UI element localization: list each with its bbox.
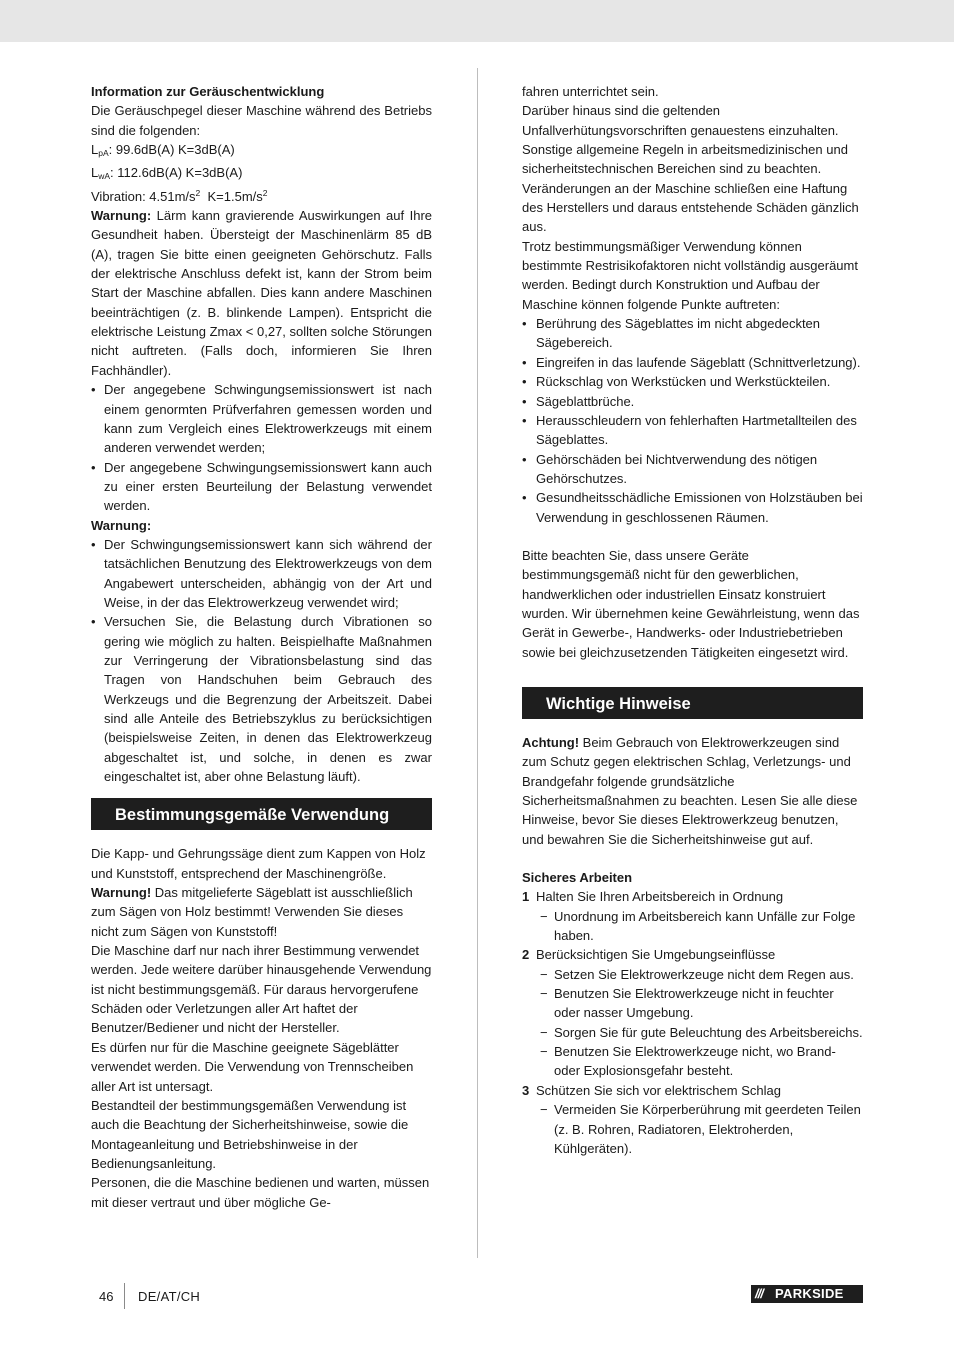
noise-intro: Die Geräuschpegel dieser Maschine während des Betriebs sind die folgenden: bbox=[91, 103, 432, 138]
safe-working-title: Sicheres Arbeiten bbox=[522, 870, 633, 886]
continued-p1: fahren unterrichtet sein. bbox=[522, 84, 659, 99]
section-heading-intended-use: Bestimmungsgemäße Verwendung bbox=[91, 798, 432, 830]
commercial-use-note: Bitte beachten Sie, dass unsere Geräte bestimmungsgemäß nicht für den gewerblichen, handwerklichen oder industriellen Einsatz konstruiert wurden. Wir übernehmen keine Gewährleistung, wenn das Gerät in Gewerbe-, Handwerks- oder Industriebetrieben sowie bei gleichzusetzenden Tätigkeiten eingesetzt wird. bbox=[522, 547, 860, 660]
warning-label: Warnung: bbox=[91, 517, 152, 533]
intended-use-warning: Warnung! Das mitgelieferte Sägeblatt ist ausschließlich zum Sägen von Holz bestimmt! Verwenden Sie dieses nicht zum Sägen von Kunststoff! bbox=[91, 885, 413, 939]
safety-item-3-subs bbox=[522, 1100, 863, 1158]
safety-item-2-subs bbox=[522, 965, 863, 1081]
list-item: • Herausschleudern von fehlerhaften Hartmetallteilen des Sägeblattes. bbox=[522, 412, 857, 448]
intended-use-p2: Die Maschine darf nur nach ihrer Bestimmung verwendet werden. Jede weitere darüber hinausgehende Verwendung ist nicht bestimmungsgemäß. Für daraus hervorgerufene Schäden oder Verletzungen aller Art haftet der Benutzer/Bediener und nicht der Hersteller. bbox=[91, 943, 432, 1036]
continued-p3: Sonstige allgemeine Regeln in arbeitsmedizinischen und sicherheitstechnischen Bereichen sind zu beachten. bbox=[522, 142, 848, 177]
list-item: • Sägeblattbrüche. bbox=[522, 393, 635, 409]
continued-p2: Darüber hinaus sind die geltenden Unfallverhütungsvorschriften genauestens einzuhalten. bbox=[522, 103, 839, 138]
noise-title: Information zur Geräuschentwicklung bbox=[91, 84, 325, 99]
vibration-line: Vibration: $4.51m/s^2$ $K=1.5m/s^2$ bbox=[91, 187, 268, 204]
continued-p5: Trotz bestimmungsmäßiger Verwendung können bestimmte Restrisikofaktoren nicht vollständig ausgeräumt werden. Bedingt durch Konstruktion und Aufbau der Maschine können folgende Punkte auftreten: bbox=[522, 238, 858, 312]
column-divider bbox=[477, 68, 478, 1258]
list-item: − Setzen Sie Elektrowerkzeuge nicht dem Regen aus. bbox=[540, 966, 854, 982]
list-item: − Vermeiden Sie Körperberührung mit geerdeten Teilen (z. B. Rohren, Radiatoren, Elektroherden, Kühlgeräten). bbox=[540, 1102, 861, 1156]
section-heading-important-notes: Wichtige Hinweise bbox=[522, 687, 863, 719]
logo-stripes-icon: /// bbox=[755, 1286, 763, 1301]
lwa-line: $L_{wA}$: 112.6dB(A) K=3dB(A) bbox=[91, 165, 243, 182]
lpa-line: $L_{pA}$: 99.6dB(A) K=3dB(A) bbox=[91, 142, 235, 159]
attention-paragraph: Achtung! Beim Gebrauch von Elektrowerkzeugen sind zum Schutz gegen elektrischen Schlag, Verletzungs- und Brandgefahr folgende grundsätzliche Sicherheitsmaßnahmen zu beachten. Lesen Sie alle diese Hinweise, bevor Sie dieses Elektrowerkzeug benutzen, und bewahren Sie die Sicherheitshinweise gut auf. bbox=[522, 734, 858, 847]
list-item: • Versuchen Sie, die Belastung durch Vibrationen so gering wie möglich zu halten. Beispielhafte Maßnahmen zur Verringerung der Vibrationsbelastung sind das Tragen von Handschuhen beim Gebrauch des Werkzeugs und die Begrenzung der Arbeitszeit. Dabei sind alle Anteile des Betriebszyklus zu berücksichtigen (beispielsweise Zeiten, in denen das Elektrowerkzeug abgeschaltet ist, und solche, in denen es zwar eingeschaltet ist, aber ohne Belastung läuft). bbox=[91, 614, 432, 785]
safety-item-3: 3 Schützen Sie sich vor elektrischem Schlag bbox=[522, 1082, 781, 1098]
safety-item-2: 2 Berücksichtigen Sie Umgebungseinflüsse bbox=[522, 947, 776, 963]
vibration-warning-list bbox=[91, 535, 432, 786]
list-item: • Eingreifen in das laufende Sägeblatt (Schnittverletzung). bbox=[522, 354, 861, 370]
list-item: • Berührung des Sägeblattes im nicht abgedeckten Sägebereich. bbox=[522, 316, 821, 351]
list-item: • Der angegebene Schwingungsemissionswert kann auch zu einer ersten Beurteilung der Belastung verwendet werden. bbox=[91, 459, 432, 514]
list-item: • Der Schwingungsemissionswert kann sich während der tatsächlichen Benutzung des Elektrowerkzeugs von dem Angabewert unterscheiden, abhängig von der Art und Weise, in der das Elektrowerkzeug verwendet wird; bbox=[91, 536, 432, 610]
right-column bbox=[522, 82, 863, 1158]
list-item: • Gesundheitsschädliche Emissionen von Holzstäuben bei Verwendung in geschlossenen Räumen. bbox=[522, 490, 863, 525]
intended-use-p1: Die Kapp- und Gehrungssäge dient zum Kappen von Holz und Kunststoff, entsprechend der Maschinengröße. bbox=[91, 846, 426, 881]
footer-divider bbox=[124, 1283, 125, 1309]
vibration-info-list bbox=[91, 380, 432, 515]
list-item: • Gehörschäden bei Nichtverwendung des nötigen Gehörschutzes. bbox=[522, 451, 818, 486]
page-number: 46 bbox=[99, 1289, 114, 1304]
intended-use-p4: Bestandteil der bestimmungsgemäßen Verwendung ist auch die Beachtung der Sicherheitshinweise, sowie die Montageanleitung und Betriebshinweise in der Bedienungsanleitung. bbox=[91, 1097, 409, 1171]
region-label: DE/AT/CH bbox=[138, 1289, 201, 1304]
intended-use-p3: Es dürfen nur für die Maschine geeignete Sägeblätter verwendet werden. Die Verwendung von Trennscheiben aller Art ist untersagt. bbox=[91, 1039, 414, 1094]
logo-wordmark: PARKSIDE bbox=[775, 1286, 844, 1301]
intended-use-p5: Personen, die die Maschine bedienen und warten, müssen mit dieser vertraut und über mögliche Ge- bbox=[91, 1175, 430, 1210]
list-item: − Benutzen Sie Elektrowerkzeuge nicht in feuchter oder nasser Umgebung. bbox=[540, 986, 834, 1021]
list-item: • Der angegebene Schwingungsemissionswert ist nach einem genormten Prüfverfahren gemessen worden und kann zum Vergleich eines Elektrowerkzeugs mit einem anderen verwendet werden; bbox=[91, 382, 432, 456]
noise-warning: Warnung: Lärm kann gravierende Auswirkungen auf Ihre Gesundheit haben. Übersteigt der Maschinenlärm 85 dB (A), tragen Sie bitte einen geeigneten Gehörschutz. Falls der elektrische Anschluss defekt ist, kann der Strom beim Start der Maschine abfallen. Dies kann andere Maschinen beeinträchtigen (z. B. blinkende Lampen). Entspricht die elektrische Leistung Zmax < 0,27, sollten solche Störungen nicht auftreten. (Falls doch, informieren Sie Ihren Fachhändler). bbox=[91, 208, 432, 378]
residual-risk-list bbox=[522, 314, 863, 527]
top-bar bbox=[0, 0, 954, 42]
list-item: • Rückschlag von Werkstücken und Werkstückteilen. bbox=[522, 374, 831, 390]
continued-p4: Veränderungen an der Maschine schließen eine Haftung des Herstellers und daraus entstehende Schäden gänzlich aus. bbox=[522, 180, 859, 235]
list-item: − Benutzen Sie Elektrowerkzeuge nicht, wo Brand- oder Explosionsgefahr besteht. bbox=[540, 1044, 836, 1079]
left-column bbox=[91, 82, 432, 1212]
safety-item-1-subs bbox=[522, 907, 863, 946]
parkside-logo bbox=[751, 1285, 863, 1303]
safety-item-1: 1 Halten Sie Ihren Arbeitsbereich in Ordnung bbox=[522, 889, 784, 905]
list-item: − Unordnung im Arbeitsbereich kann Unfälle zur Folge haben. bbox=[540, 908, 856, 944]
list-item: − Sorgen Sie für gute Beleuchtung des Arbeitsbereichs. bbox=[540, 1024, 863, 1040]
